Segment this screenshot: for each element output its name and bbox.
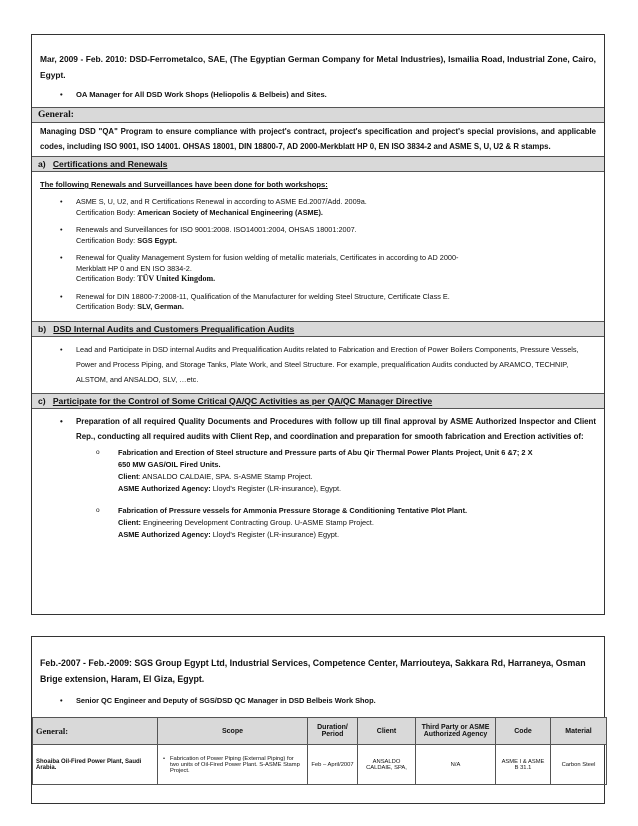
col-material: Material <box>551 718 607 745</box>
table-row <box>33 745 607 785</box>
project-client <box>118 517 574 529</box>
cert-body <box>76 236 604 247</box>
project-client <box>118 471 544 483</box>
section-a-intro: The following Renewals and Surveillances have been done for both workshops: <box>40 180 328 189</box>
cell-material: Carbon Steel <box>551 745 607 785</box>
table-header-row <box>33 718 607 745</box>
agency-value: Lloyd's Register (LR-insurance) Egypt. <box>210 529 340 539</box>
cell-agency: N/A <box>416 745 496 785</box>
cert-body <box>76 274 474 285</box>
client-label: Client <box>118 471 139 481</box>
section-c-heading <box>32 393 604 409</box>
job-role: • Senior QC Engineer and Deputy of SGS/DSD QC Manager in DSD Belbeis Work Shop. <box>32 695 604 707</box>
bullet-icon: • <box>163 755 166 762</box>
section-a-heading <box>32 156 604 172</box>
cell-scope <box>158 745 308 785</box>
col-general: General: <box>33 718 158 745</box>
job-role: • OA Manager for All DSD Work Shops (Heliopolis & Belbeis) and Sites. <box>32 89 604 101</box>
cert-label: Certification Body: <box>76 274 138 283</box>
cert-item-text: • Renewal for Quality Management System for fusion welding of metallic materials, Certificates in according to AD 2000-Merkblatt HP 0 and EN ISO 3834-2. <box>76 253 459 273</box>
audit-item: • Lead and Participate in DSD internal Audits and Prequalification Audits related to Fabrication and Erection of Power Boilers Components, Pressure Vessels, Power and Process Piping, and Storage Tanks, Plate Work, and Steel Structure. For example, prequalification Audits conducted by ARAMCO, TECHNIP, ALSTOM, and ANSALDO, SLV, …etc. <box>32 342 604 387</box>
cert-item-text: • Renewal for DIN 18800-7:2008-11, Qualification of the Manufacturer for welding Steel Structure, Certificate Class E. <box>76 291 450 301</box>
col-scope: Scope <box>158 718 308 745</box>
job-header: Feb.-2007 - Feb.-2009: SGS Group Egypt Ltd, Industrial Services, Competence Center, Marriouteya, Sakkara Rd, Harraneya, Osman Brige extension, Haram, El Giza, Egypt. <box>40 658 586 684</box>
section-a-letter: a) <box>38 159 46 169</box>
project-title: o Fabrication of Pressure vessels for Ammonia Pressure Storage & Conditioning Tentative Plot Plant. <box>118 505 468 515</box>
section-b-heading <box>32 321 604 337</box>
cert-value: TÜV United Kingdom. <box>137 274 216 283</box>
cert-body <box>76 302 604 313</box>
cert-value: SLV, German. <box>137 302 184 311</box>
cert-item <box>32 292 604 313</box>
project-item <box>32 447 604 495</box>
cell-general: Shoaiba Oil-Fired Power Plant, Saudi Arabia. <box>33 745 158 785</box>
cert-value: American Society of Mechanical Engineering (ASME). <box>137 207 323 217</box>
col-duration: Duration/ Period <box>308 718 358 745</box>
project-item <box>32 505 604 541</box>
experience-block-dsd <box>31 34 605 615</box>
agency-value: Lloyd's Register (LR-insurance), Egypt. <box>210 483 342 493</box>
cert-item-text: • ASME S, U, U2, and R Certifications Renewal in according to ASME Ed.2007/Add. 2009a. <box>76 197 367 206</box>
cert-item <box>32 225 604 246</box>
col-agency: Third Party or ASME Authorized Agency <box>416 718 496 745</box>
cert-label: Certification Body: <box>76 235 138 245</box>
project-table <box>32 717 607 785</box>
cert-label: Certification Body: <box>76 207 138 217</box>
cell-client: ANSALDO CALDAIE, SPA, <box>358 745 416 785</box>
col-client: Client <box>358 718 416 745</box>
cert-item <box>32 253 604 285</box>
cert-body <box>76 208 604 219</box>
cert-label: Certification Body: <box>76 302 138 311</box>
client-value: : ANSALDO CALDAIE, SPA. S-ASME Stamp Project. <box>138 471 313 481</box>
client-value: Engineering Development Contracting Group. U-ASME Stamp Project. <box>141 517 374 527</box>
cert-item <box>32 197 604 218</box>
section-c-title: Participate for the Control of Some Critical QA/QC Activities as per QA/QC Manager Directive <box>52 395 433 406</box>
agency-label: ASME Authorized Agency: <box>118 529 211 539</box>
qa-item: • Preparation of all required Quality Documents and Procedures with follow up till final approval by ASME Authorized Inspector and Client Rep., conducting all required audits with Client Rep, and coordination and preparation for smooth fabrication and Erection activities of: <box>32 414 604 444</box>
client-label: Client: <box>118 517 141 527</box>
job-header: Mar, 2009 - Feb. 2010: DSD-Ferrometalco, SAE, (The Egyptian German Company for Metal Industries), Ismailia Road, Industrial Zone, Cairo, Egypt. <box>40 54 596 80</box>
section-b-title: DSD Internal Audits and Customers Prequalification Audits <box>53 323 295 334</box>
cell-code: ASME I & ASME B 31.1 <box>496 745 551 785</box>
experience-block-sgs <box>31 636 605 804</box>
project-agency <box>118 529 574 541</box>
cert-item-text: • Renewals and Surveillances for ISO 9001:2008. ISO14001:2004, OHSAS 18001:2007. <box>76 225 357 234</box>
agency-label: ASME Authorized Agency: <box>118 483 211 493</box>
section-a-title: Certifications and Renewals <box>52 159 168 169</box>
col-code: Code <box>496 718 551 745</box>
scope-text: Fabrication of Power Piping (External Piping) for two units of Oil-Fired Power Plant. S-ASME Stamp Project. <box>170 755 300 774</box>
cell-duration: Feb – April/2007 <box>308 745 358 785</box>
cert-value: SGS Egypt. <box>137 235 177 245</box>
section-b-letter: b) <box>38 323 47 334</box>
project-agency <box>118 483 544 495</box>
project-title: o Fabrication and Erection of Steel structure and Pressure parts of Abu Qir Thermal Power Plants Project, Unit 6 &7; 2 X 650 MW GAS/OIL Fired Units. <box>118 447 533 469</box>
general-text: Managing DSD "QA" Program to ensure compliance with project's contract, project's specification and project's special provisions, and applicable codes, including ISO 9001, ISO 14001. OHSAS 18001, DIN 18800-7, AD 2000-Merkblatt HP 0, EN ISO 3834-2 and ASME S, U, U2 & R stamps. <box>40 127 596 151</box>
section-c-letter: c) <box>38 395 46 406</box>
general-heading: General: <box>32 107 604 123</box>
